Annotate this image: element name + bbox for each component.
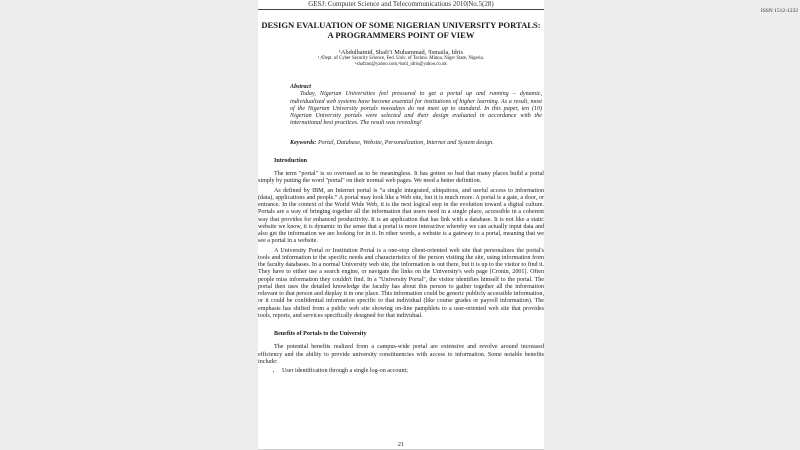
benefits-paragraph-1: The potential benefits realized from a campus-wide portal are extensive and revolve around increased efficiency and the ability to provide university constituencies with access to information. Some notable benefits include:	[258, 344, 544, 365]
paper-title	[258, 20, 544, 40]
page-number: 21	[397, 441, 405, 448]
intro-paragraph-2: As defined by IBM, an Internet portal is “a single integrated, ubiquitous, and useful access to information (data), applications and people.” A portal may look like a Web site, but it is much more. A portal is a gate, a door, or entrance. In the context of the World Wide Web, it is the next logical step in the evolution toward a digital culture. Portals are a way of bringing together all the information that users need in a single place, accessible in a coherent way that provides for enhanced productivity. It is an application that has link with a database. It is not like a static website we know, it is dynamic in the sense that a portal is more interactive whereby we can actually input data and also get the information we are looking for in it. In other words, a website is a gateway to a portal, meaning that we see a portal in a website.	[258, 187, 544, 245]
introduction-heading: Introduction	[274, 157, 308, 164]
list-item: • User identification through a single log-on account;	[282, 368, 544, 375]
title-line-2: A PROGRAMMERS POINT OF VIEW	[327, 30, 475, 40]
issn-label: ISSN 1512-1232	[760, 8, 798, 14]
title-line-1: DESIGN EVALUATION OF SOME NIGERIAN UNIVERSITY PORTALS:	[261, 20, 541, 30]
page-content	[258, 20, 544, 375]
header-rule	[258, 9, 544, 10]
running-header: GESJ: Computer Science and Telecommunications 2010|No.5(28)	[308, 0, 494, 8]
viewer-background-right	[544, 0, 800, 450]
affiliation: ¹,²Dept. of Cyber Security Science, Fed. Univ. of Techno. Minna, Niger State, Nigeria.	[318, 56, 484, 61]
abstract	[290, 84, 542, 128]
author-emails: ¹shafzon@yahoo.com,²ismi_idris@yahoo.co.uk	[355, 62, 447, 67]
intro-paragraph-1: The term "portal" is so overused as to be meaningless. It has gotten so bad that many places build a portal simply by putting the word "portal" on their normal web pages. We need a better definition.	[258, 171, 544, 185]
keywords-text: Portal, Database, Website, Personalization, Internet and System design.	[317, 139, 494, 146]
keywords-label: Keywords:	[290, 139, 317, 146]
benefits-heading: Benefits of Portals to the University	[274, 331, 367, 337]
keywords	[290, 140, 542, 147]
authors: ¹Abdulhamid, Shafi’i Muhammad, ²Ismaila, Idris	[339, 49, 463, 56]
abstract-text: Today, Nigerian Universities feel pressured to get a portal up and running – dynamic, individualized web systems have become essential for institutions of higher learning. As a result, most of the Nigerian University portals nowadays do not meet up to standard. In this paper, ten (10) Nigerian University portals were selected and their design evaluated in accordance with the international best practices. The result was revealing!	[290, 91, 542, 127]
abstract-heading: Abstract	[290, 84, 311, 90]
viewer-background-left	[0, 0, 258, 450]
benefits-list	[258, 368, 544, 375]
intro-paragraph-3: A University Portal or Institution Portal is a one-stop client-oriented web site that personalizes the portal's tools and information to the specific needs and characteristics of the person visiting the site, using information from the faculty databases. In a normal University web site, the information is out there, but it is up to the visitor to find it. They have to either use a search engine, or navigate the links on the University's web page [Cronin, 2001]. Often people miss information they couldn't find. In a "University Portal", the visitor identifies himself to the portal. The portal then uses the detailed knowledge the faculty has about this person to gather together all the information relevant to that person and display it in one place. This information could be generic publicly accessible information, or it could be confidential information specific to that individual (like course grades or payroll information). The emphasis has shifted from a public web site showing on-line pamphlets to a user-oriented web site that provides tools, reports, and services specifically designed for that individual.	[258, 247, 544, 319]
